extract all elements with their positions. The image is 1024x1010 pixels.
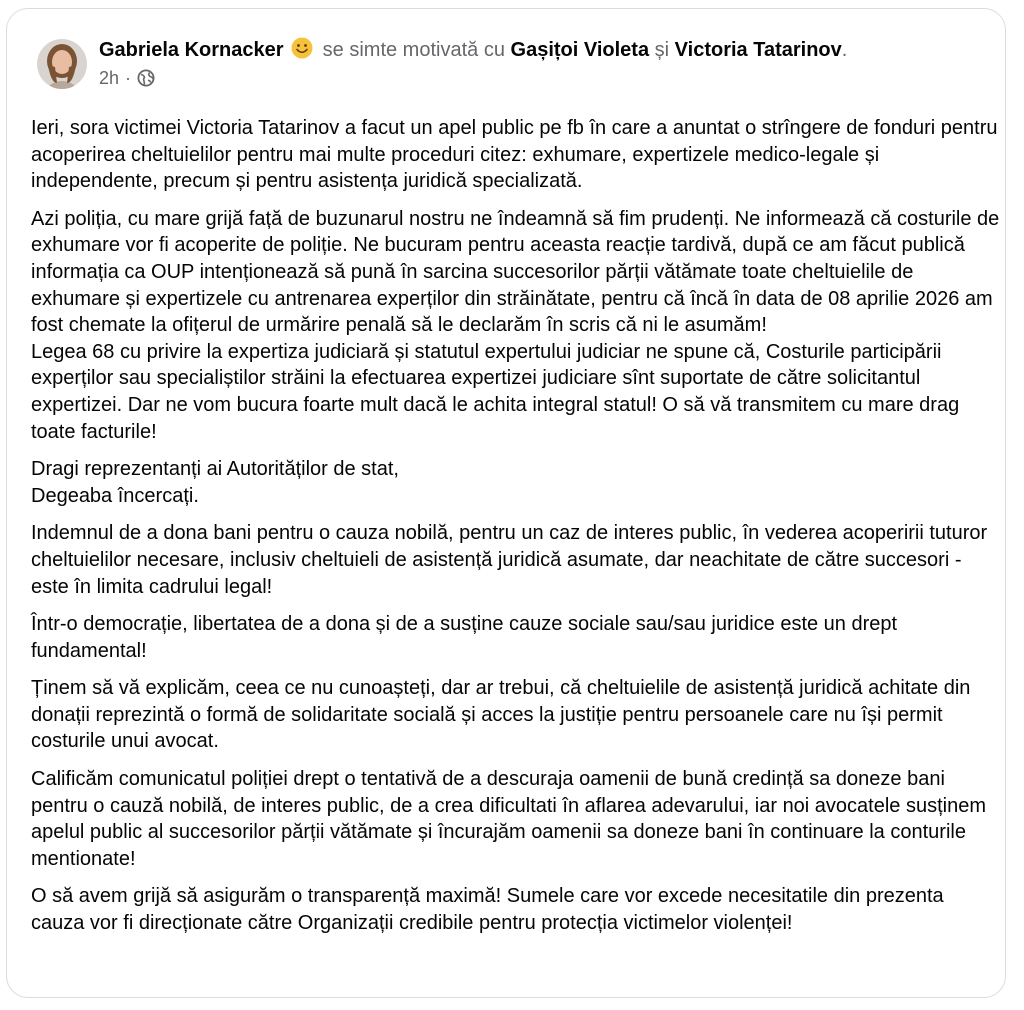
tagged-user-violeta[interactable]: Gașițoi Violeta: [510, 39, 650, 61]
header-period: .: [841, 39, 848, 61]
author-name[interactable]: Gabriela Kornacker: [99, 39, 284, 61]
post-paragraph: Azi poliția, cu mare grijă față de buzunarul nostru ne îndeamnă să fim prudenți. Ne informează că costurile de exhumare vor fi acoperite de poliție. Ne bucuram pentru aceasta reacție tardivă, după ce am făcut publică informația ca OUP intenționează să pună în sarcina succesorilor părții vătămate toate cheltuielile de exhumare și expertizele cu antrenarea experților din străinătate, pentru că încă în data de 08 aprilie 2026 am fost chemate la ofițerul de urmărire penală să le declarăm în scris că ni le asumăm! Legea 68 cu privire la expertiza judiciară și statutul expertului judiciar ne spune că, Costurile participării experților sau specialiștilor străini la efectuarea expertizei judiciare sînt suportate de către solicitantul expertizei. Dar ne vom bucura foarte mult dacă le achita integral statul! O să vă transmitem cu mare drag toate facturile!: [31, 207, 1000, 443]
post-paragraph: Calificăm comunicatul poliției drept o tentativă de a descuraja oamenii de bună credință sa doneze bani pentru o cauză nobilă, de interes public, de a crea dificultati în aflarea adevarului, iar noi avocatele susținem apelul public al succesorilor părții vătămate și încurajăm oamenii sa doneze bani în continuare la conturile mentionate!: [31, 768, 987, 870]
post-paragraph: O să avem grijă să asigurăm o transparență maximă! Sumele care vor excede necesitatile din prezenta cauza vor fi direcționate către Organizații credibile pentru protecția victimelor violenței!: [31, 885, 944, 935]
post-timestamp[interactable]: 2h: [99, 68, 120, 88]
meta-separator: ·: [125, 68, 132, 88]
post-body: [31, 115, 1001, 948]
post-meta: [99, 67, 155, 89]
tagged-user-victoria[interactable]: Victoria Tatarinov: [674, 39, 842, 61]
conjunction-text: și: [654, 39, 670, 61]
post-paragraph: Dragi reprezentanți ai Autorităților de stat, Degeaba încercați.: [31, 458, 399, 507]
globe-icon[interactable]: [137, 69, 155, 87]
avatar[interactable]: [37, 39, 87, 89]
smiley-emoji-icon: [291, 37, 313, 59]
feeling-text: se simte motivată cu: [322, 39, 505, 61]
post-paragraph: Într-o democrație, libertatea de a dona și de a susține cauze sociale sau/sau juridice este un drept fundamental!: [31, 613, 898, 662]
post-card: [6, 8, 1006, 998]
post-header: [99, 37, 847, 63]
post-paragraph: Indemnul de a dona bani pentru o cauza nobilă, pentru un caz de interes public, în vederea acoperirii tuturor cheltuielilor necesare, inclusiv cheltuieli de asistență juridică asumate, dar neachitate de către succesori - este în limita cadrului legal!: [31, 522, 988, 598]
post-paragraph: Ținem să vă explicăm, ceea ce nu cunoașteți, dar ar trebui, că cheltuielile de asistență juridică achitate din donații reprezintă o formă de solidaritate socială și acces la justiție pentru persoanele care nu își permit costurile unui avocat.: [31, 677, 971, 753]
post-paragraph: Ieri, sora victimei Victoria Tatarinov a facut un apel public pe fb în care a anuntat o strîngere de fonduri pentru acoperirea cheltuielilor pentru mai multe proceduri citez: exhumare, expertizele medico-legale și independente, precum și pentru asistența juridică specializată.: [31, 117, 998, 193]
